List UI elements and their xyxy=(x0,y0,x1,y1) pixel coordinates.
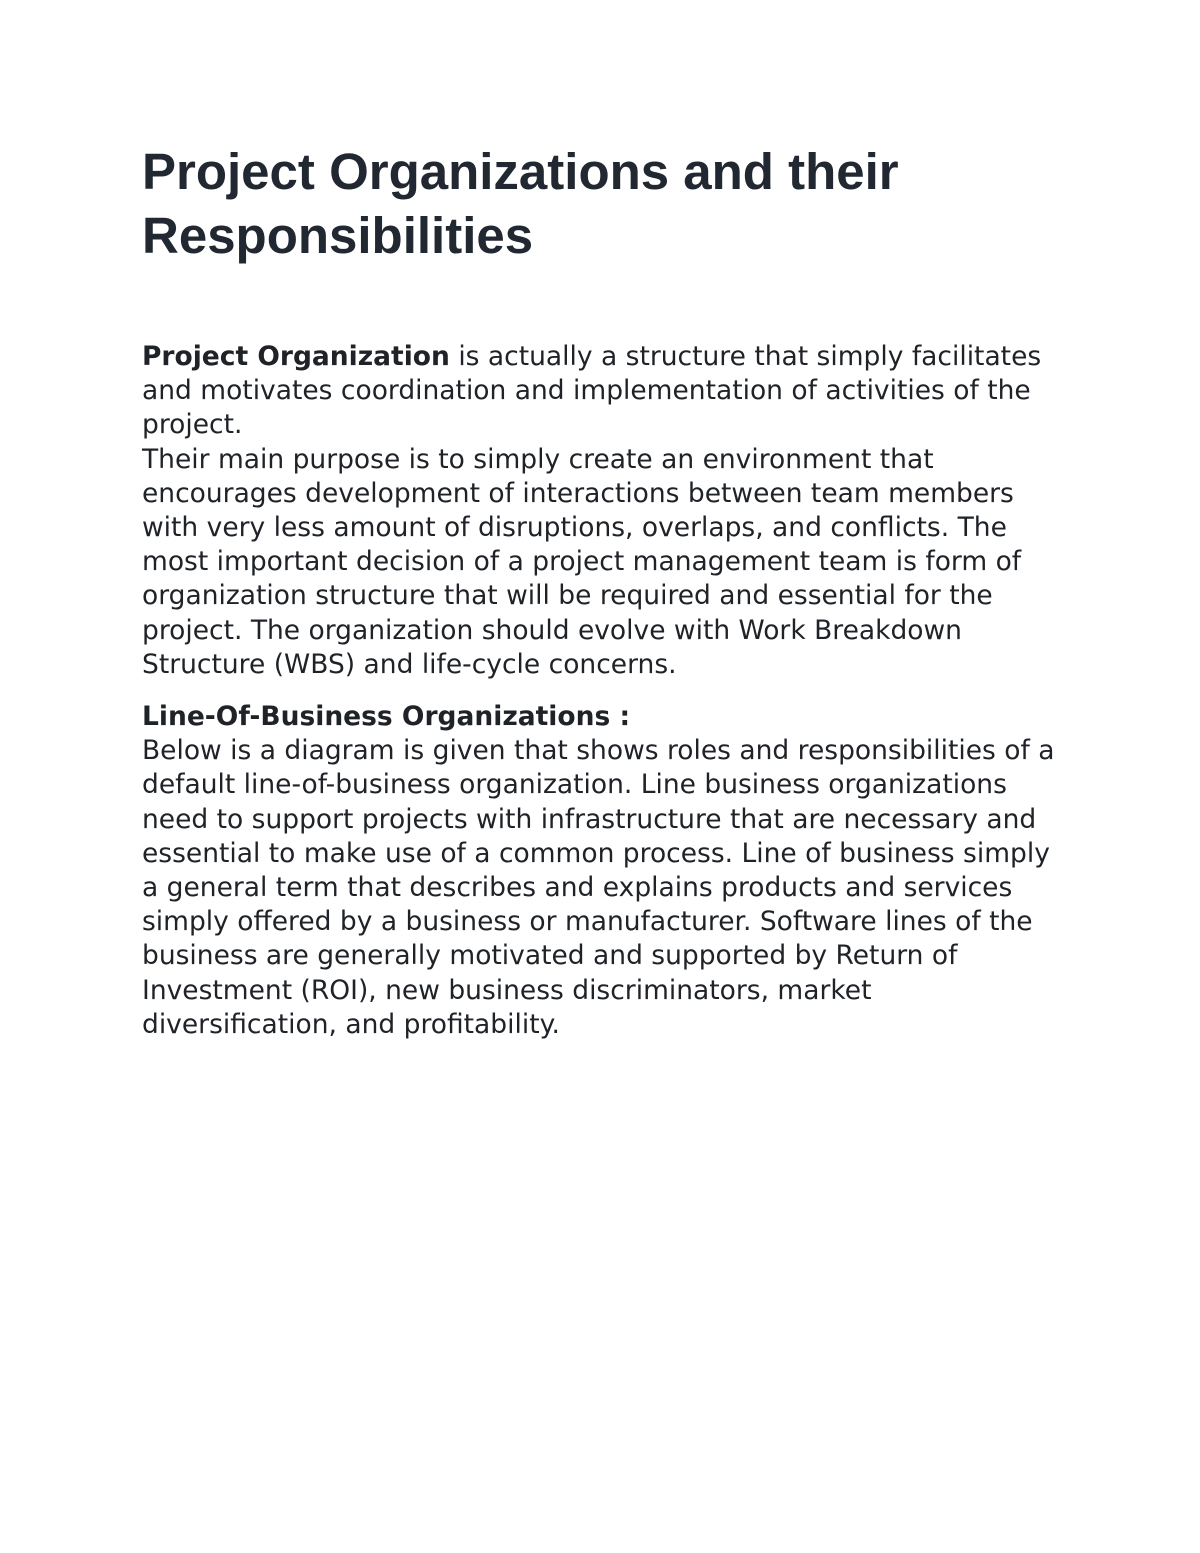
intro-paragraph xyxy=(142,340,1072,443)
purpose-paragraph: Their main purpose is to simply create an environment that encourages development of interactions between team members with very less amount of disruptions, overlaps, and conflicts. The most important decision of a project management team is form of organization structure that will be required and essential for the project. The organization should evolve with Work Breakdown Structure (WBS) and life-cycle concerns. xyxy=(142,443,1022,680)
section-heading: Line-Of-Business Organizations : xyxy=(142,701,631,733)
document-content xyxy=(142,140,1072,1042)
section-body: Below is a diagram is given that shows roles and responsibilities of a default line-of-business organization. Line business organizations need to support projects with infrastructure that are necessary and essential to make use of a common process. Line of business simply a general term that describes and explains products and services simply offered by a business or manufacturer. Software lines of the business are generally motivated and supported by Return of Investment (ROI), new business discriminators, market diversification, and profitability. xyxy=(142,735,1055,1040)
page-title: Project Organizations and their Responsibilities xyxy=(142,143,899,264)
line-of-business-section xyxy=(142,700,1072,1042)
intro-term: Project Organization xyxy=(142,341,450,372)
intro-definition: is actually a structure that simply facilitates and motivates coordination and implementation of activities of the project. xyxy=(142,341,1042,441)
